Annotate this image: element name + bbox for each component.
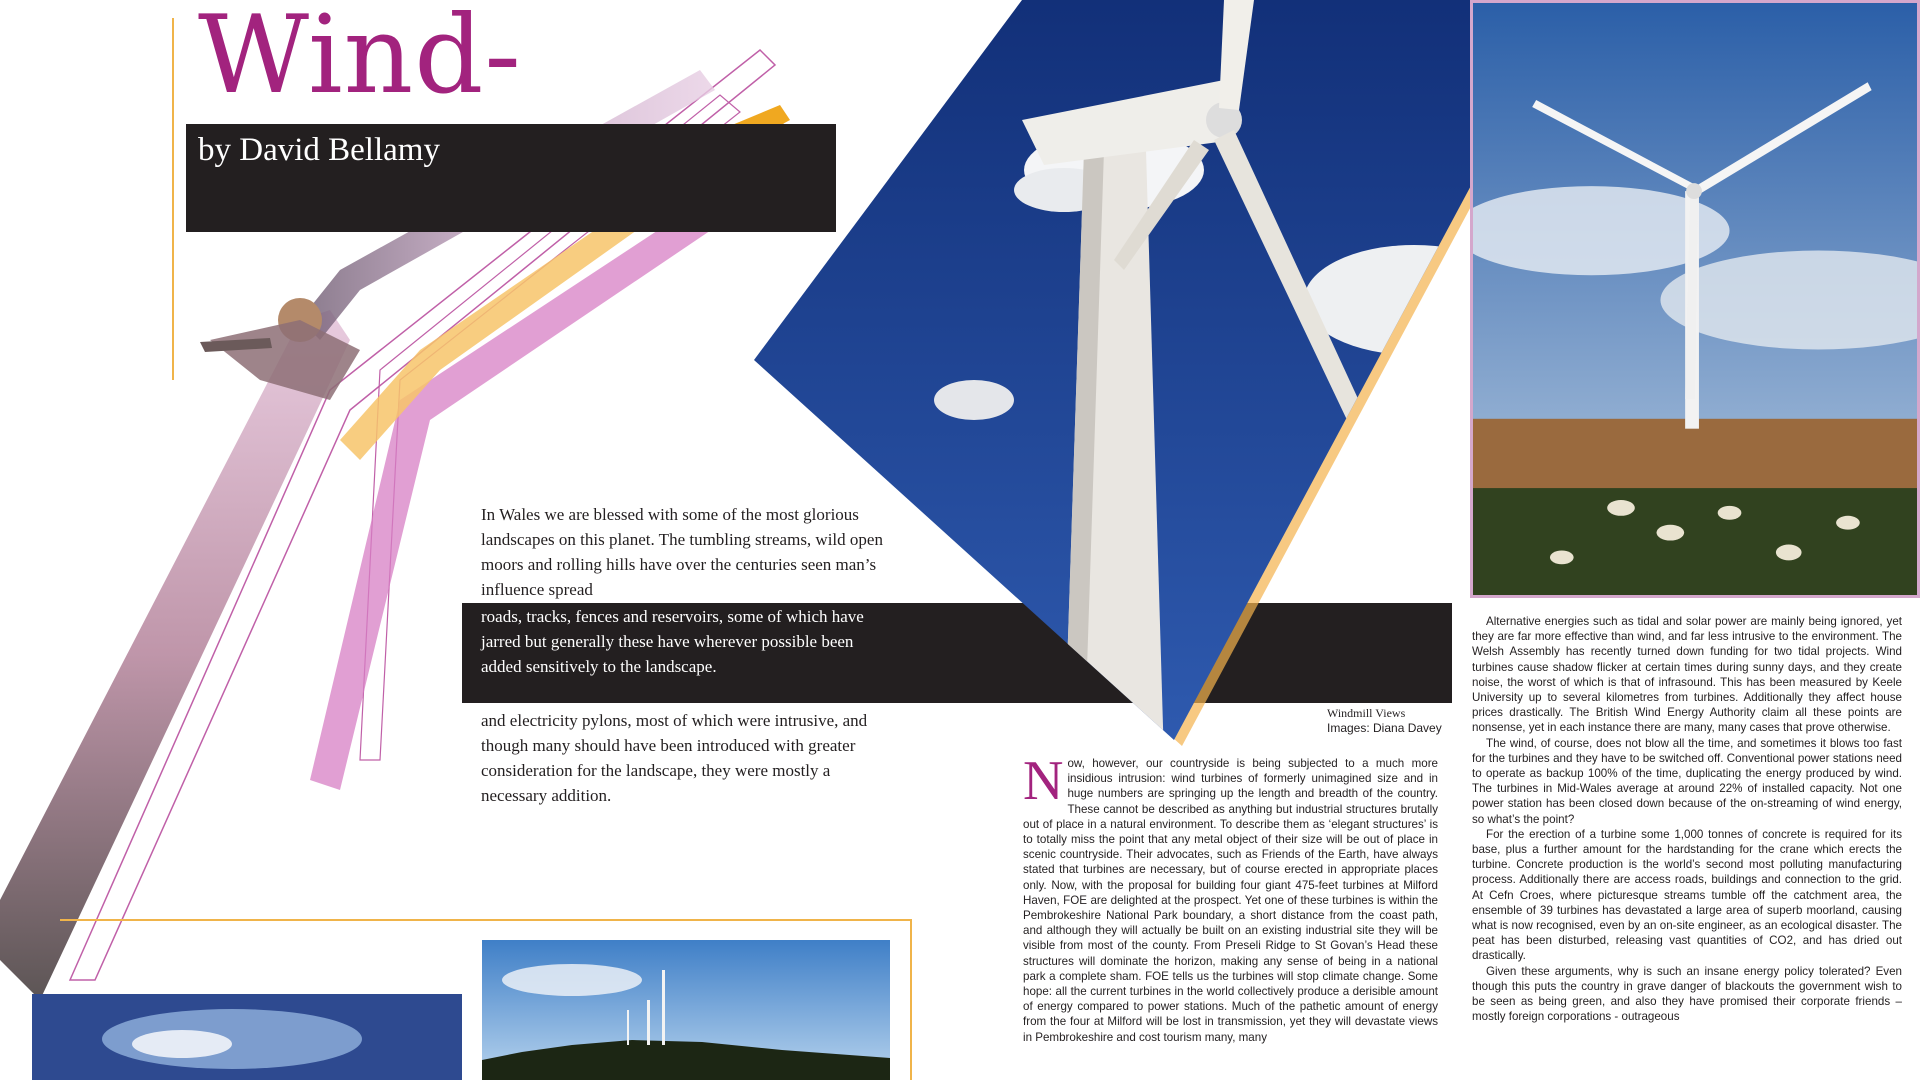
intro-line: roads, tracks, fences and reservoirs, some of which have (481, 607, 864, 626)
intro-paragraph-band (481, 604, 921, 679)
intro-line: In Wales we are blessed with some of the most glorious (481, 505, 859, 524)
sky-photo-bottom-left (32, 994, 462, 1080)
title-rule (172, 18, 174, 380)
frame-rule-horizontal (60, 919, 912, 921)
sheep (1657, 525, 1685, 541)
intro-line: moors and rolling hills have over the centuries seen man’s (481, 555, 877, 574)
article-column-right (1472, 614, 1902, 1080)
intro-line: landscapes on this planet. The tumbling streams, wild open (481, 530, 883, 549)
article-paragraph: The wind, of course, does not blow all the time, and sometimes it blows too fast for the turbines and they have to be switched off. Conventional power stations need to operate as backup 100% of the time, duplicating the energy produced by wind. The turbines in Mid-Wales average at around 22% of installed capacity. Not one power station has been closed down because of the on-streaming of wind energy, so what’s the point? (1472, 736, 1902, 826)
sheep (1776, 545, 1802, 561)
article-paragraph: For the erection of a turbine some 1,000 tonnes of concrete is required for its base, plus a further amount for the hardstanding for the crane which erects the turbine. Concrete production is the world’s second most polluting manufacturing process. Additionally there are access roads, buildings and connection to the grid. At Cefn Croes, where picturesque streams tumble off the catchment area, the ensemble of 39 turbines has devastated a large area of superb moorland, causing what is now recognised, even by an on-site engineer, as an ecological disaster. The peat has been disturbed, releasing vast quantities of CO2, and has dried out drastically. (1472, 827, 1902, 963)
intro-line: influence spread (481, 580, 593, 599)
article-column-middle (1023, 756, 1438, 1080)
photo-caption-credit: Images: Diana Davey (1327, 721, 1442, 735)
drop-cap: N (1023, 756, 1064, 812)
turbine-photo-sheep (1470, 0, 1920, 598)
sheep (1836, 516, 1860, 530)
sheep (1607, 500, 1635, 516)
intro-line: consideration for the landscape, they were mostly a (481, 761, 831, 780)
sheep (1718, 506, 1742, 520)
figure-main-streak (0, 310, 350, 1000)
sheep (1550, 550, 1574, 564)
intro-line: necessary addition. (481, 786, 612, 805)
article-paragraph: ow, however, our countryside is being subjected to a much more insidious intrusion: wind turbines of formerly unimagined size and in huge numbers are springing up the length and breadth of the country. These cannot be described as anything but industrial structures brutally out of place in a natural environment. To describe them as ‘elegant structures’ is to totally miss the point that any metal object of their size will be out of place in scenic countryside. Their advocates, such as Friends of the Earth, have always stated that turbines are necessary, but of course erected in appropriate places only. Now, with the proposal for building four giant 475-feet turbines at Milford Haven, FOE are delighted at the prospect. Yet one of these turbines is within the Pembrokeshire National Park boundary, a short distance from the coast path, and although they will actually be built on an existing industrial site they will be visible from most of the county. From Preseli Ridge to St Govan’s Head these structures will dominate the horizon, making any sense of being in a national park a complete sham. FOE tells us the turbines will stop climate change. Some hope: all the current turbines in the world collectively produce a derisible amount of energy compared to power stations. Much of the pathetic amount of energy from the four at Milford will be lost in transmission, yet they will devastate views in Pembrokeshire and cost tourism many, many (1023, 757, 1438, 1044)
hillside-turbines-photo (482, 940, 890, 1080)
hill (1473, 419, 1917, 498)
article-byline: by David Bellamy (198, 132, 440, 168)
field (1473, 488, 1917, 595)
intro-paragraph-top (481, 502, 921, 602)
photo-caption-title: Windmill Views (1327, 706, 1406, 720)
article-paragraph: Alternative energies such as tidal and solar power are mainly being ignored, yet they are far more effective than wind, and far less intrusive to the environment. The Welsh Assembly has recently turned down funding for two tidal projects. Wind turbines cause shadow flicker at certain times during sunny days, and they create noise, the worst of which is that of infrasound. This has been measured by Keele University up to several kilometres from turbines. Additionally they affect house prices drastically. The British Wind Energy Authority claim all these points are nonsense, yet in each instance there are many, many cases that prove otherwise. (1472, 615, 1902, 735)
intro-paragraph-bottom (481, 708, 921, 808)
article-paragraph: Given these arguments, why is such an insane energy policy tolerated? Even though this puts the country in grave danger of blackouts the government wish to be seen as being green, and also they have promised their corporate friends – mostly foreign corporations - outrageous (1472, 964, 1902, 1024)
intro-line: jarred but generally these have wherever possible been (481, 632, 854, 651)
article-title: Wind- (198, 0, 522, 118)
frame-rule-vertical (910, 919, 912, 1080)
intro-line: and electricity pylons, most of which were intrusive, and (481, 711, 868, 730)
intro-line: though many should have been introduced with greater (481, 736, 856, 755)
intro-line: added sensitively to the landscape. (481, 657, 717, 676)
